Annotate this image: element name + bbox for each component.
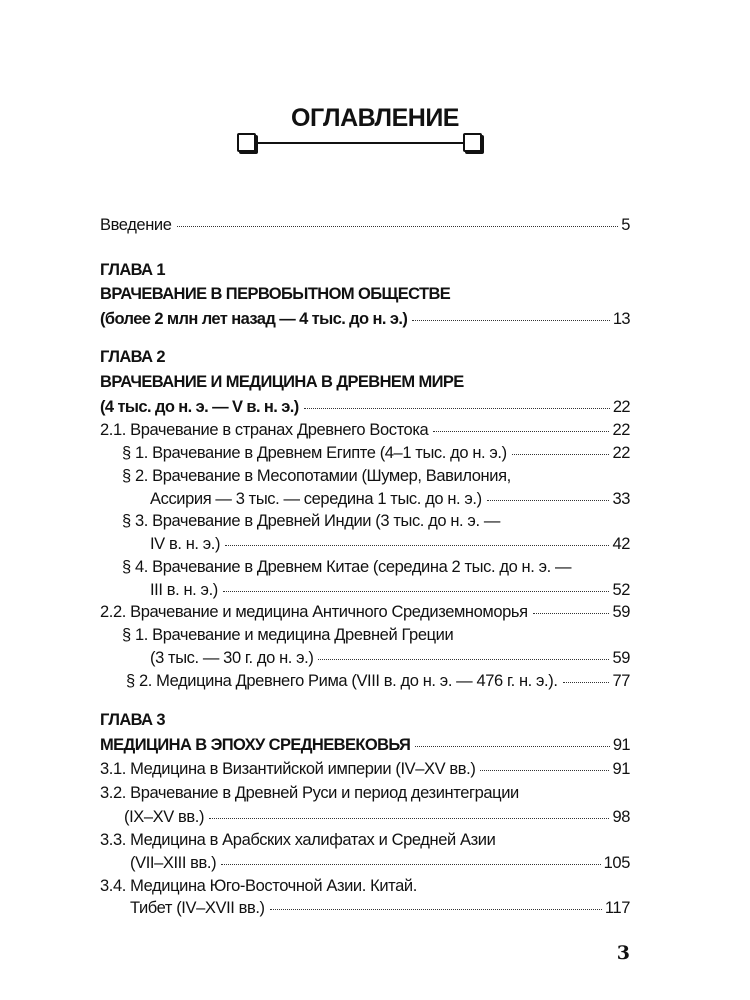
entry-label: (VII–XIII вв.) [130, 854, 217, 872]
toc-entry[interactable] [130, 896, 630, 920]
leader-dots [225, 545, 609, 546]
toc-entry-line[interactable]: § 4. Врачевание в Древнем Китае (середина 2 тыс. до н. э. — [122, 558, 572, 576]
entry-label: § 2. Медицина Древнего Рима (VIII в. до н. э. — 476 г. н. э.). [126, 672, 558, 690]
page-number: 3 [616, 942, 630, 964]
entry-page: 117 [604, 899, 630, 917]
leader-dots [480, 770, 609, 771]
toc-entry[interactable] [122, 441, 630, 465]
leader-dots [533, 613, 610, 614]
ornament-square-right [463, 133, 482, 152]
entry-page: 98 [612, 808, 630, 826]
toc-entry[interactable] [150, 578, 630, 602]
entry-label: (более 2 млн лет назад — 4 тыс. до н. э.) [100, 310, 408, 328]
entry-page: 77 [612, 672, 630, 690]
entry-page: 5 [621, 216, 630, 234]
entry-label: 3.1. Медицина в Византийской империи (IV–XV вв.) [100, 760, 476, 778]
toc-entry[interactable] [150, 532, 630, 556]
entry-page: 42 [612, 535, 630, 553]
ornament-line [255, 142, 464, 144]
ornament-square-left [237, 133, 256, 152]
chapter-1-label: ГЛАВА 1 [100, 261, 166, 279]
leader-dots [415, 746, 610, 747]
entry-label: Введение [100, 216, 172, 234]
entry-page: 59 [612, 603, 630, 621]
toc-entry[interactable] [130, 851, 630, 875]
leader-dots [487, 500, 610, 501]
entry-page: 91 [612, 736, 630, 754]
toc-entry[interactable] [150, 646, 630, 670]
leader-dots [318, 659, 609, 660]
toc-entry-chapter-2[interactable] [100, 395, 630, 419]
toc-entry[interactable] [150, 487, 630, 511]
title-ornament [237, 133, 484, 155]
toc-entry[interactable] [100, 418, 630, 442]
chapter-2-title: ВРАЧЕВАНИЕ И МЕДИЦИНА В ДРЕВНЕМ МИРЕ [100, 373, 464, 391]
entry-page: 22 [612, 421, 630, 439]
entry-page: 22 [612, 398, 630, 416]
entry-label: (3 тыс. — 30 г. до н. э.) [150, 649, 314, 667]
entry-page: 52 [612, 581, 630, 599]
leader-dots [304, 408, 610, 409]
entry-label: МЕДИЦИНА В ЭПОХУ СРЕДНЕВЕКОВЬЯ [100, 736, 411, 754]
entry-label: (4 тыс. до н. э. — V в. н. э.) [100, 398, 299, 416]
toc-entry-line[interactable]: § 1. Врачевание и медицина Древней Греции [122, 626, 454, 644]
toc-entry-line[interactable]: § 2. Врачевание в Месопотамии (Шумер, Вавилония, [122, 467, 511, 485]
entry-page: 22 [612, 444, 630, 462]
toc-entry-line[interactable]: 3.3. Медицина в Арабских халифатах и Средней Азии [100, 831, 496, 849]
toc-entry-line[interactable]: 3.4. Медицина Юго-Восточной Азии. Китай. [100, 877, 417, 895]
leader-dots [412, 320, 610, 321]
toc-entry-intro[interactable] [100, 213, 630, 237]
entry-page: 13 [612, 310, 630, 328]
leader-dots [209, 818, 609, 819]
entry-label: IV в. н. э.) [150, 535, 221, 553]
entry-page: 91 [612, 760, 630, 778]
entry-label: § 1. Врачевание в Древнем Египте (4–1 тыс. до н. э.) [122, 444, 507, 462]
page-title: ОГЛАВЛЕНИЕ [291, 104, 459, 132]
toc-entry[interactable] [100, 600, 630, 624]
chapter-2-label: ГЛАВА 2 [100, 348, 166, 366]
toc-entry[interactable] [124, 805, 630, 829]
toc-entry-chapter-1[interactable] [100, 307, 630, 331]
toc-entry[interactable] [126, 669, 630, 693]
toc-entry-chapter-3[interactable] [100, 733, 630, 757]
toc-entry[interactable] [100, 757, 630, 781]
toc-entry-line[interactable]: § 3. Врачевание в Древней Индии (3 тыс. до н. э. — [122, 512, 500, 530]
entry-label: (IX–XV вв.) [124, 808, 205, 826]
entry-label: Ассирия — 3 тыс. — середина 1 тыс. до н. э.) [150, 490, 482, 508]
leader-dots [512, 454, 610, 455]
entry-label: 2.2. Врачевание и медицина Античного Средиземноморья [100, 603, 528, 621]
toc-entry-line[interactable]: 3.2. Врачевание в Древней Руси и период дезинтеграции [100, 784, 519, 802]
leader-dots [221, 864, 600, 865]
leader-dots [433, 431, 609, 432]
entry-label: 2.1. Врачевание в странах Древнего Востока [100, 421, 429, 439]
chapter-3-label: ГЛАВА 3 [100, 711, 166, 729]
leader-dots [177, 226, 619, 227]
entry-page: 33 [612, 490, 630, 508]
entry-page: 59 [612, 649, 630, 667]
leader-dots [223, 591, 610, 592]
leader-dots [563, 682, 610, 683]
entry-label: Тибет (IV–XVII вв.) [130, 899, 265, 917]
chapter-1-title: ВРАЧЕВАНИЕ В ПЕРВОБЫТНОМ ОБЩЕСТВЕ [100, 285, 451, 303]
leader-dots [270, 909, 602, 910]
entry-label: III в. н. э.) [150, 581, 218, 599]
entry-page: 105 [603, 854, 630, 872]
